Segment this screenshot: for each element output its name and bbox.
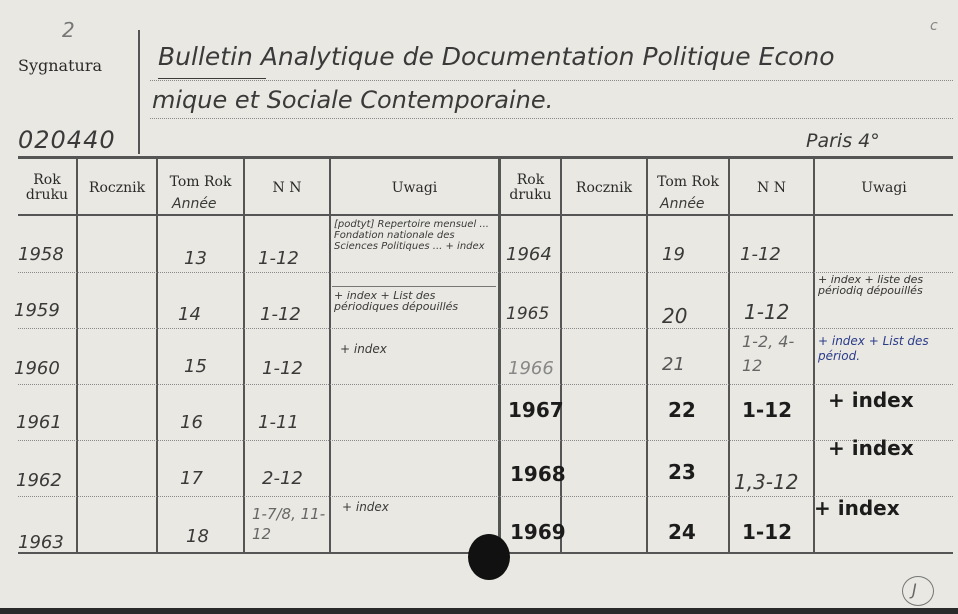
left-tom-1960: 15 [184,356,207,377]
header-divider [138,30,140,154]
right-tom-1966: 21 [662,354,685,375]
col-line-9 [813,158,815,554]
card-edge [0,608,958,614]
hdr-nn-right: N N [757,179,786,196]
hdr-rok-druku-left: Rok druku [25,172,69,203]
left-year-1962: 1962 [16,470,62,491]
right-year-1965: 1965 [506,304,550,324]
col-line-8 [728,158,730,554]
right-tom-1965: 20 [662,304,688,328]
left-year-1963: 1963 [18,532,64,553]
hdr-rok-druku-right: Rok druku [509,172,552,203]
title-line-2: mique et Sociale Contemporaine. [152,86,554,114]
left-year-1961: 1961 [16,412,62,433]
hdr-annee-right: Année [660,196,705,212]
right-year-1967: 1967 [508,398,564,422]
left-nn-1962: 2-12 [262,468,303,489]
left-year-1960: 1960 [14,358,60,379]
corner-mark: c [930,18,938,34]
col-line-5 [498,158,501,554]
footer-mark: J [912,580,917,599]
header-dotline-1 [150,80,953,81]
right-year-1964: 1964 [506,244,552,265]
row-sep-5 [18,496,953,497]
right-tom-1967: 22 [668,398,696,422]
row-sep-4 [18,440,953,441]
right-uwagi-1969: + index [814,496,900,520]
left-year-1958: 1958 [18,244,64,265]
sygnatura-label: Sygnatura [18,56,103,75]
footer-circle-mark [902,576,934,606]
right-uwagi-1964: + index + liste des périodiq dépouillés [818,273,924,297]
row-sep-2 [18,328,953,329]
uwagi-rule [332,286,496,287]
left-uwagi-1960: + index [340,342,387,356]
col-line-4 [329,158,331,554]
hdr-annee-left: Année [172,196,217,212]
right-nn-1964: 1-12 [740,244,781,265]
right-uwagi-1966: + index + List des périod. [818,334,929,363]
left-year-1959: 1959 [14,300,60,321]
right-year-1966: 1966 [508,358,554,379]
right-year-1968: 1968 [510,462,566,486]
left-tom-1961: 16 [180,412,203,433]
left-nn-1958: 1-12 [258,248,299,269]
hdr-rocznik-right: Rocznik [575,179,633,196]
left-nn-1963: 1-7/8, 11-12 [252,505,326,543]
left-uwagi-1959: + index + List des périodiques dépouillés [334,289,459,313]
right-nn-1969: 1-12 [742,520,793,544]
right-tom-1969: 24 [668,520,696,544]
hdr-rocznik-left: Rocznik [88,179,146,196]
col-line-2 [156,158,158,554]
punch-hole [468,534,510,580]
left-tom-1963: 18 [186,526,209,547]
right-year-1969: 1969 [510,520,566,544]
right-nn-1967: 1-12 [742,398,793,422]
header-dotline-2 [150,118,953,119]
place: Paris 4° [806,130,880,152]
hdr-uwagi-left: Uwagi [391,179,438,196]
left-tom-1958: 13 [184,248,207,269]
hdr-nn-left: N N [272,179,302,196]
right-nn-1968: 1,3-12 [734,470,799,494]
row-sep-1 [18,272,953,273]
left-tom-1959: 14 [178,304,201,325]
left-uwagi-1958: [podtyt] Repertoire mensuel ... Fondation nationale des Sciences Politiques ... + index [334,219,489,252]
left-nn-1959: 1-12 [260,304,301,325]
call-number: 020440 [18,126,116,154]
right-nn-1965: 1-12 [744,300,790,324]
hdr-tom-rok-right: Tom Rok [657,173,719,190]
right-uwagi-1968: + index [828,436,914,460]
col-line-1 [76,158,78,554]
right-uwagi-1967: + index [828,388,914,412]
sygnatura-mark: 2 [62,18,75,42]
row-sep-3 [18,384,953,385]
hdr-uwagi-right: Uwagi [861,179,907,196]
col-line-6 [560,158,562,554]
title-line-1: Bulletin Analytique de Documentation Politique Econo [158,42,835,71]
col-line-3 [243,158,245,554]
col-line-7 [646,158,648,554]
left-nn-1960: 1-12 [262,358,303,379]
left-nn-1961: 1-11 [258,412,299,433]
left-uwagi-1963: + index [342,500,389,514]
right-tom-1964: 19 [662,244,685,265]
hdr-tom-rok-left: Tom Rok [169,173,232,190]
right-tom-1968: 23 [668,460,696,484]
title-underline [158,78,266,79]
right-nn-1966: 1-2, 4-12 [742,332,795,375]
left-tom-1962: 17 [180,468,203,489]
